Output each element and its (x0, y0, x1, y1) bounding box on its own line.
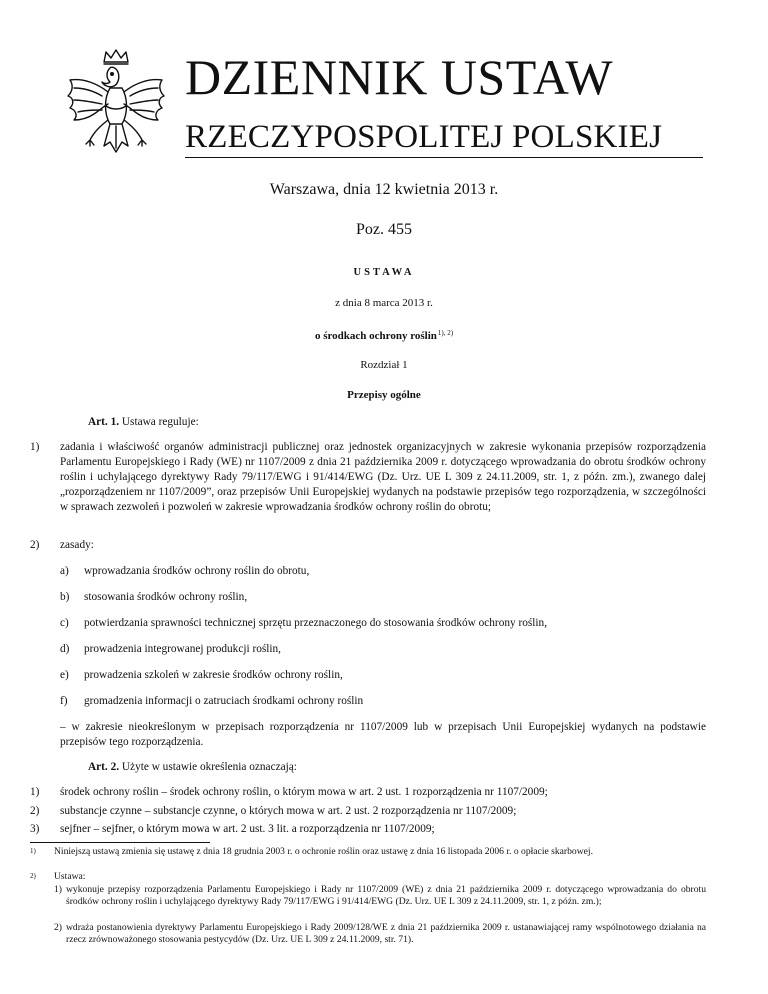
article-2-item (30, 804, 706, 819)
article-1-subitem (60, 668, 706, 683)
subitem-text: wprowadzania środków ochrony roślin do obrotu, (84, 565, 310, 577)
subitem-letter: f) (60, 695, 68, 707)
article-1-item (30, 538, 706, 553)
article-1-subitem (60, 642, 706, 657)
item-text: zadania i właściwość organów administracji publicznej oraz jednostek organizacyjnych w zakresie wykonania przepisów rozporządzenia Parlamentu Europejskiego i Rady (WE) nr 1107/2009 z dnia 21 października 2009 r. dotyczącego wprowadzania do obrotu środków ochrony roślin i uchylającego dyrektywy Rady 79/117/EWG i 91/414/EWG (Dz. Urz. UE L 309 z 24.11.2009, str. 1, z późn. zm.), zwanego dalej „rozporządzeniem nr 1107/2009”, oraz przepisów Unii Europejskiej wydanych na podstawie przepisów tego rozporządzenia, w szczególności w sprawach zezwoleń i pozwoleń w zakresie wprowadzania środków ochrony roślin do obrotu; (60, 441, 706, 513)
footnote-subitem-number: 2) (54, 922, 62, 933)
publication-date: Warszawa, dnia 12 kwietnia 2013 r. (269, 181, 499, 198)
article-1-subitem (60, 590, 706, 605)
article-1-intro: Ustawa reguluje: (121, 416, 199, 428)
article-1-heading (88, 415, 706, 430)
footnote-subitem (54, 922, 706, 947)
subitem-letter: e) (60, 669, 69, 681)
article-1-subitem (60, 616, 706, 631)
item-text: substancje czynne – substancje czynne, o których mowa w art. 2 ust. 2 rozporządzenia nr 1107/2009; (60, 805, 517, 817)
footnote-subitem (54, 884, 706, 909)
subitem-letter: c) (60, 617, 69, 629)
subitem-text: prowadzenia integrowanej produkcji roślin, (84, 643, 282, 655)
item-text: sejfner – sejfner, o którym mowa w art. 2 ust. 3 lit. a rozporządzenia nr 1107/2009; (60, 823, 435, 835)
article-1-item (30, 440, 706, 515)
act-title-footnote-refs: 1), 2) (437, 329, 454, 337)
journal-subtitle: RZECZYPOSPOLITEJ POLSKIEJ (185, 119, 663, 155)
act-date: z dnia 8 marca 2013 r. (335, 297, 433, 309)
act-title-text: o środkach ochrony roślin (314, 330, 437, 342)
position-number: Poz. 455 (356, 221, 412, 238)
article-1-label: Art. 1. (88, 416, 120, 428)
act-type: USTAWA (353, 267, 415, 278)
article-1-subitem (60, 694, 706, 709)
footnote-mark: 2) (30, 872, 36, 880)
article-2-heading (88, 760, 706, 775)
footnote-mark: 1) (30, 847, 36, 855)
footnote (30, 846, 706, 858)
item-text: środek ochrony roślin – środek ochrony roślin, o którym mowa w art. 2 ust. 1 rozporządzenia nr 1107/2009; (60, 786, 548, 798)
subitem-letter: b) (60, 591, 70, 603)
article-1-continuation: – w zakresie nieokreślonym w przepisach rozporządzenia nr 1107/2009 lub w przepisach Unii Europejskiej wydanych na podstawie przepisów tego rozporządzenia. (60, 721, 706, 748)
item-number: 1) (30, 441, 40, 453)
subitem-text: prowadzenia szkoleń w zakresie środków ochrony roślin, (84, 669, 343, 681)
subitem-text: stosowania środków ochrony roślin, (84, 591, 248, 603)
item-number: 3) (30, 823, 40, 835)
footnote-text: Niniejszą ustawą zmienia się ustawę z dnia 18 grudnia 2003 r. o ochronie roślin oraz ustawę z dnia 16 listopada 2006 r. o opłacie skarbowej. (54, 846, 593, 857)
footnote-subitem-number: 1) (54, 884, 62, 895)
article-1-subitem (60, 564, 706, 579)
article-2-intro: Użyte w ustawie określenia oznaczają: (121, 761, 297, 773)
act-title (62, 326, 706, 343)
item-number: 2) (30, 539, 40, 551)
footnote-subitem-text: wdraża postanowienia dyrektywy Parlamentu Europejskiego i Rady 2009/128/WE z dnia 21 października 2009 r. ustanawiającej ramy wspólnotowego działania na rzecz zrównoważonego stosowania pestycydów (Dz. Urz. UE L 309 z 24.11.2009, str. 71). (66, 922, 706, 946)
item-text: zasady: (60, 539, 94, 551)
item-number: 2) (30, 805, 40, 817)
footnote (30, 871, 706, 883)
chapter-title: Przepisy ogólne (347, 389, 421, 401)
journal-title: DZIENNIK USTAW (185, 49, 614, 105)
subitem-text: gromadzenia informacji o zatruciach środkami ochrony roślin (84, 695, 364, 707)
masthead-divider (185, 157, 703, 158)
footnote-divider (30, 842, 210, 843)
subitem-letter: a) (60, 565, 69, 577)
item-number: 1) (30, 786, 40, 798)
subitem-letter: d) (60, 643, 70, 655)
footnote-subitem-text: wykonuje przepisy rozporządzenia Parlamentu Europejskiego i Rady nr 1107/2009 (WE) z dnia 21 października 2009 r. dotyczącego wprowadzania do obrotu środków ochrony roślin i uchylającego dyrektywy Rady 79/117/EWG i 91/414/EWG (Dz. Urz. UE L 309 z 24.11.2009, str. 1, z późn. zm.); (66, 884, 706, 908)
article-2-label: Art. 2. (88, 761, 120, 773)
article-2-item (30, 785, 706, 800)
white-eagle-emblem-icon (60, 48, 172, 166)
subitem-text: potwierdzania sprawności technicznej sprzętu przeznaczonego do stosowania środków ochrony roślin, (84, 617, 548, 629)
article-2-item (30, 822, 706, 837)
chapter-label: Rozdział 1 (360, 359, 408, 371)
footnote-text: Ustawa: (54, 871, 86, 882)
